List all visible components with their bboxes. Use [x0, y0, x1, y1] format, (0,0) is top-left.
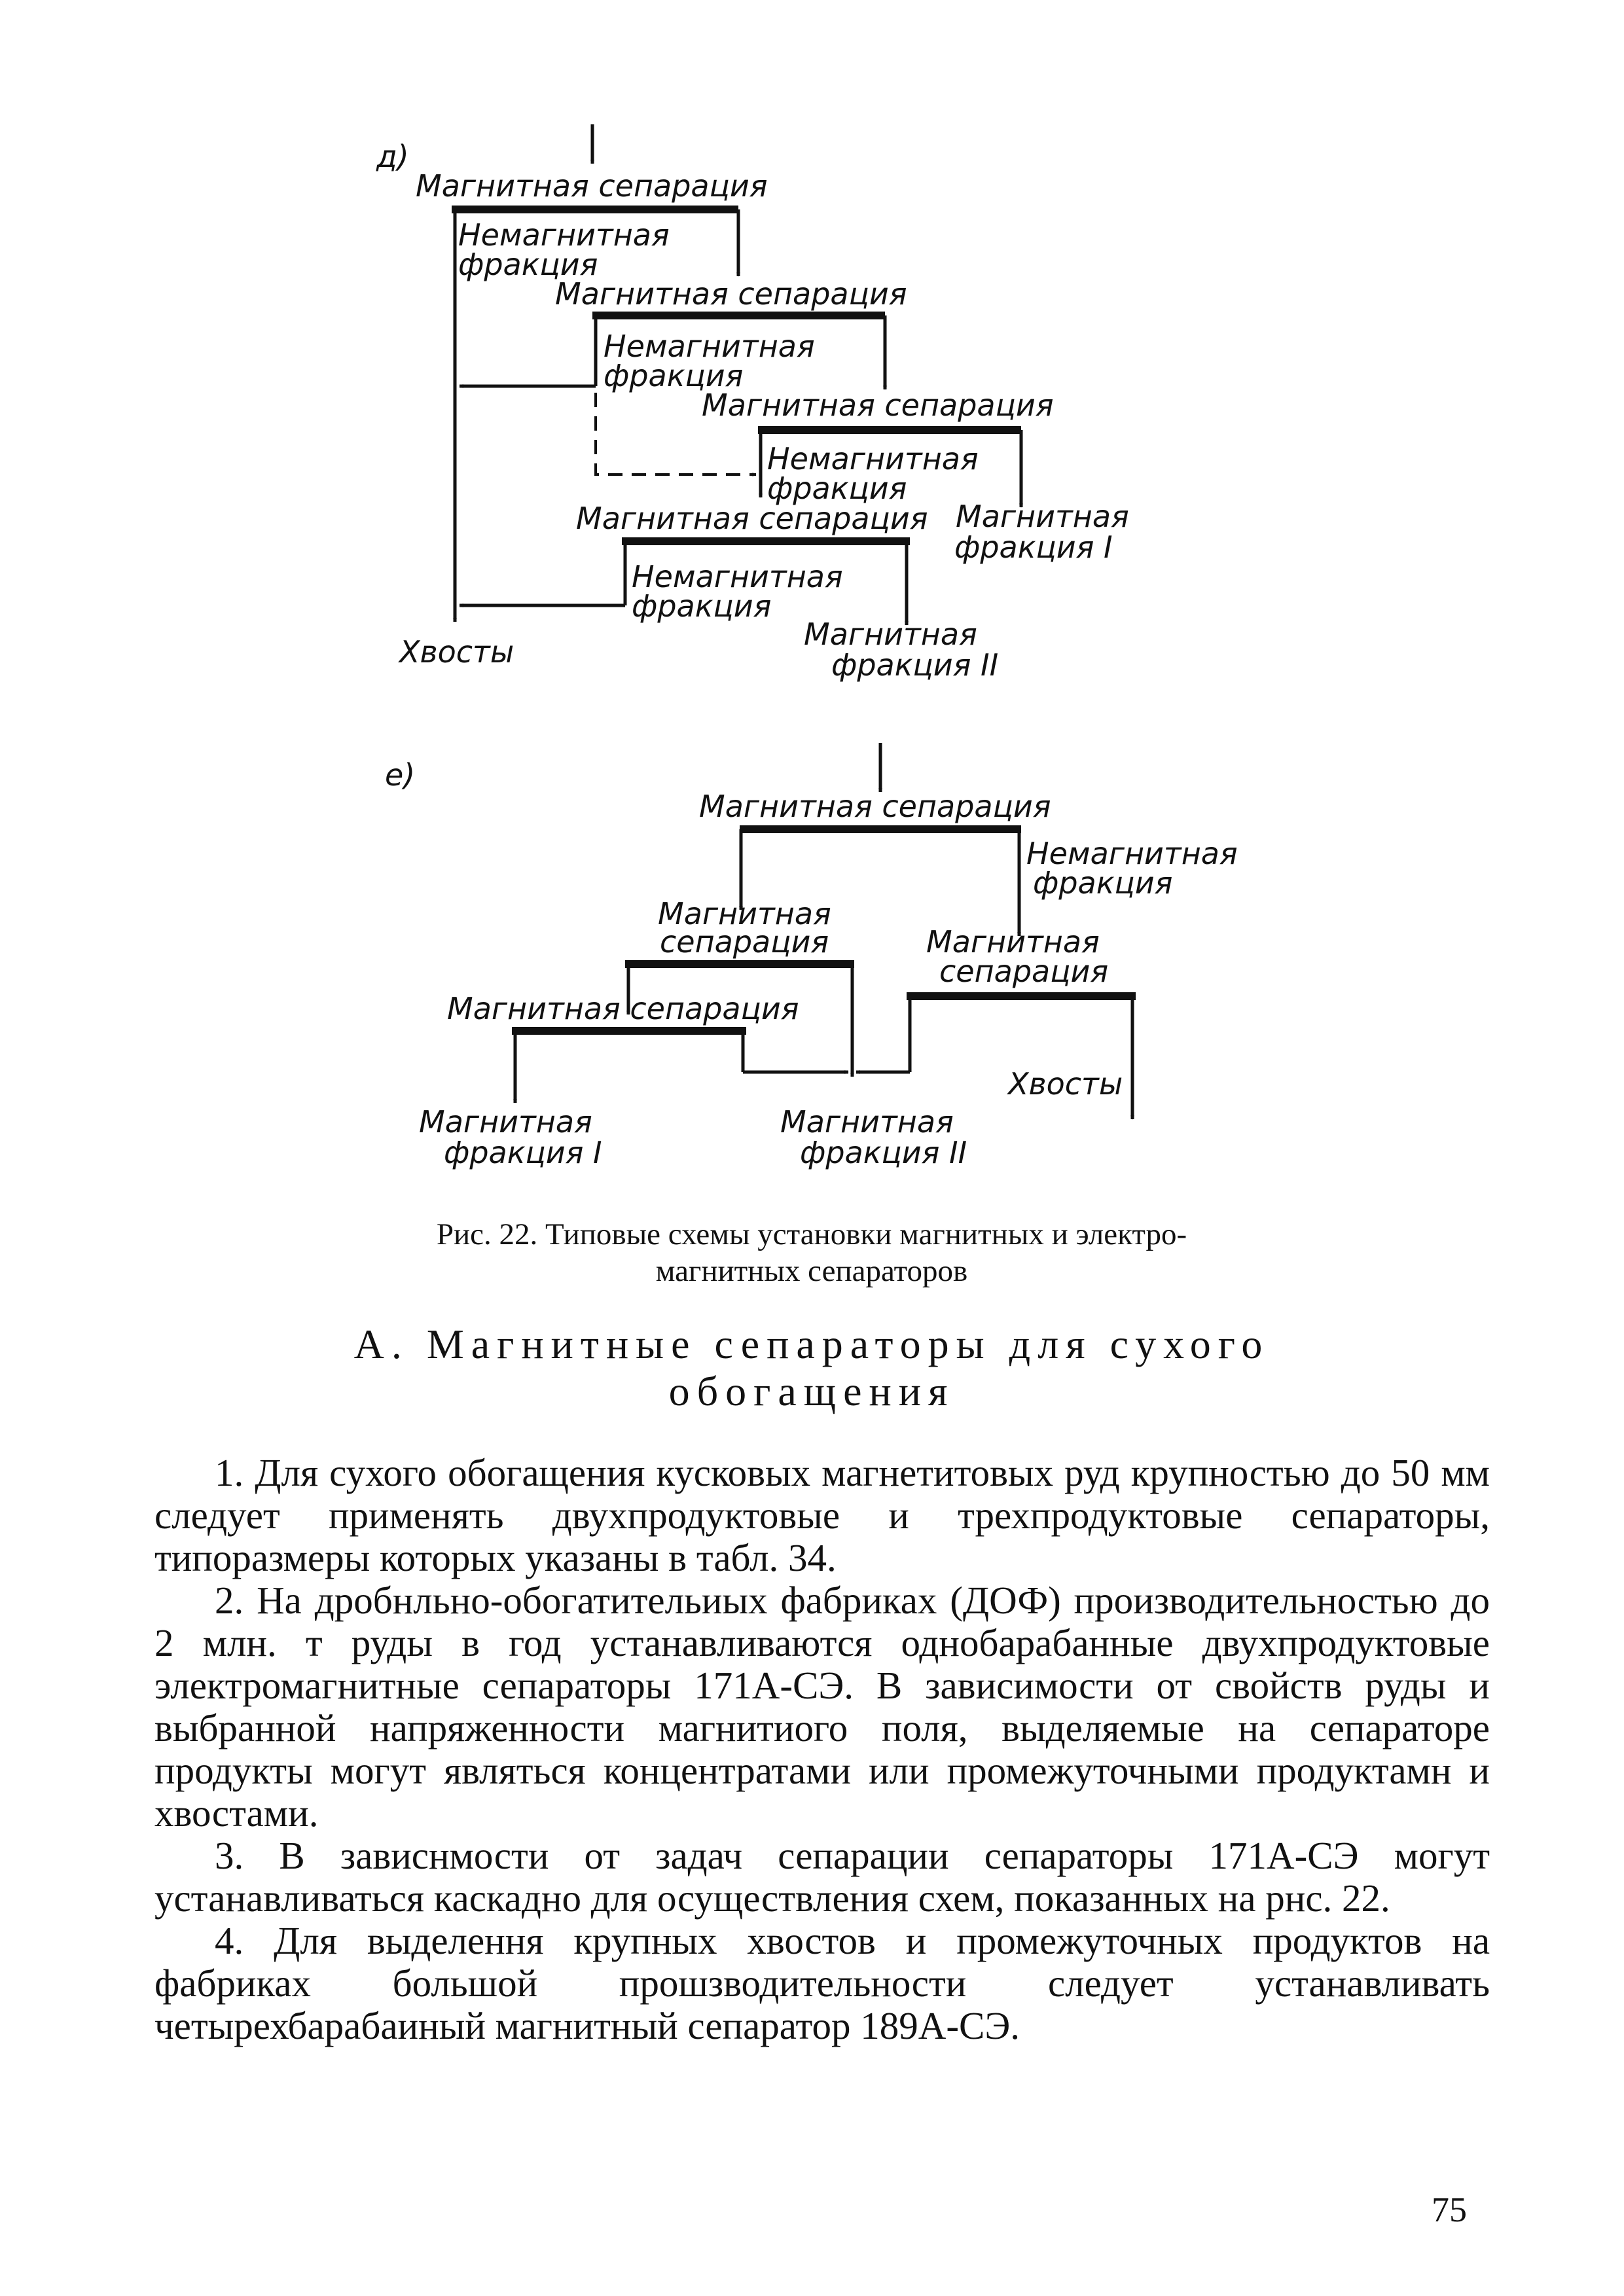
node-label: Магнитная сепарация [416, 168, 768, 204]
node-label: Магнитная сепарация [555, 276, 907, 312]
node-label: Магнитная сепарация [702, 387, 1054, 423]
flowchart-e [0, 733, 1624, 1178]
node-label: фракция [1033, 865, 1173, 901]
flowchart-d [0, 98, 1624, 720]
paragraph-number: 3. [215, 1834, 244, 1877]
paragraph-number: 4. [215, 1919, 244, 1962]
node-label: фракция [767, 471, 907, 506]
node-label: фракция [604, 358, 744, 393]
paragraph-text: На дробнльно-обогатительиых фабриках (ДОФ) производительностью до 2 млн. т руды в год устанавливаются однобарабанные двухпродуктовые электромагнитные сепараторы 171А-СЭ. В зависимости от свойств руды и выбранной напряженности магнитиого поля, выделяемые на сепараторе продукты могут являться концентратами или промежуточными продуктамн и хвостами. [154, 1579, 1490, 1835]
node-label: Магнитная [780, 1104, 954, 1139]
paragraph-text: В зависнмости от задач сепарации сепараторы 171А-СЭ могут устанавливаться каскадно для осуществления схем, показанных на рнс. 22. [154, 1834, 1490, 1920]
node-label: фракция I [954, 529, 1113, 565]
figure-caption [275, 1216, 1348, 1289]
paragraph-text: Для сухого обогащения кусковых магнетитовых руд крупностью до 50 мм следует применять двухпродуктовые и трехпродуктовые сепараторы, типоразмеры которых указаны в табл. 34. [154, 1451, 1490, 1579]
node-label: Хвосты [399, 634, 514, 670]
node-label: Магнитная [956, 499, 1129, 534]
paragraph [154, 1452, 1490, 1579]
node-label: Магнитная сепарация [576, 501, 928, 536]
node-label: Немагнитная [1026, 836, 1238, 871]
body-text [154, 1452, 1490, 2047]
diagram-label-d: д) [376, 139, 409, 174]
node-label: фракция II [800, 1135, 967, 1170]
node-label: фракция [458, 247, 598, 282]
node-label: Магнитная [804, 617, 977, 652]
paragraph [154, 1835, 1490, 1920]
node-label: сепарация [939, 954, 1109, 989]
section-title-line: А. Магнитные сепараторы для сухого [353, 1321, 1270, 1367]
node-label: Магнитная сепарация [447, 991, 799, 1026]
node-label: Немагнитная [767, 441, 979, 476]
node-label: Хвосты [1008, 1066, 1123, 1102]
node-label: Магнитная [926, 924, 1100, 960]
node-label: фракция [632, 588, 772, 624]
caption-line: магнитных сепараторов [655, 1254, 968, 1288]
paragraph-text: Для выделення крупных хвостов и промежуточных продуктов на фабриках большой прошзводительности следует устанавливать четырехбарабаиный магнитный сепаратор 189А-СЭ. [154, 1919, 1490, 2047]
node-label: Магнитная [658, 896, 831, 931]
paragraph [154, 1579, 1490, 1835]
node-label: Магнитная сепарация [699, 789, 1051, 824]
page-number: 75 [1432, 2190, 1467, 2229]
node-label: Немагнитная [458, 217, 670, 253]
section-title-line: обогащения [668, 1368, 955, 1414]
node-label: Немагнитная [604, 329, 815, 364]
node-label: фракция I [444, 1135, 602, 1170]
caption-line: Рис. 22. Типовые схемы установки магнитных и электро- [436, 1217, 1187, 1251]
paragraph [154, 1920, 1490, 2047]
node-label: Немагнитная [632, 559, 843, 594]
paragraph-number: 2. [215, 1579, 244, 1622]
node-label: сепарация [660, 924, 829, 960]
section-title [183, 1321, 1440, 1415]
node-label: фракция II [831, 647, 999, 683]
diagram-label-e: е) [385, 757, 416, 793]
node-label: Магнитная [419, 1104, 592, 1139]
paragraph-number: 1. [215, 1451, 244, 1494]
